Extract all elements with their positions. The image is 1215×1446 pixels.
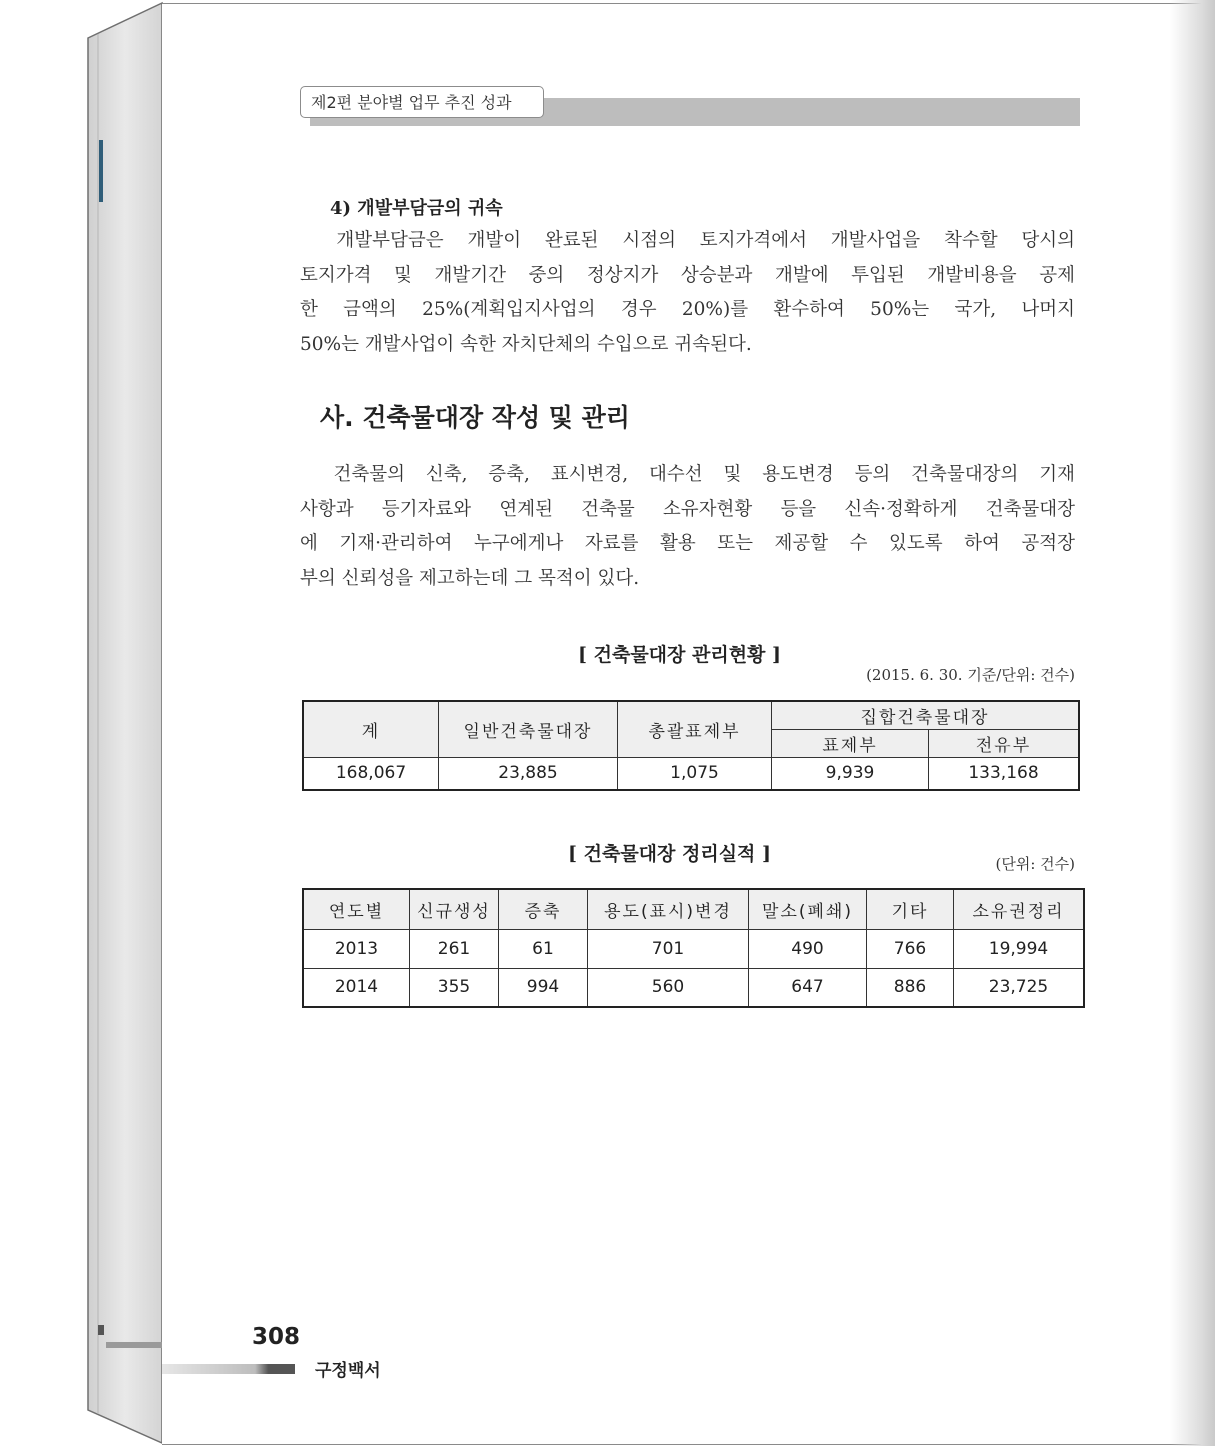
section-paragraph: [300, 458, 1075, 596]
header-summary-title: 총괄표제부: [618, 701, 772, 757]
paragraph-line: 건축물의 신축, 증축, 표시변경, 대수선 및 용도변경 등의 건축물대장의 기재: [300, 464, 1075, 485]
header-extension: 증축: [499, 889, 588, 929]
paragraph-line: 부의 신뢰성을 제고하는데 그 목적이 있다.: [300, 567, 640, 589]
table-cell: 61: [499, 929, 588, 968]
paragraph-line: 개발부담금은 개발이 완료된 시점의 토지가격에서 개발사업을 착수할 당시의: [300, 230, 1075, 251]
header-exclusive-part: 전유부: [929, 729, 1080, 757]
header-new: 신규생성: [410, 889, 499, 929]
header-other: 기타: [867, 889, 954, 929]
table-cell: 886: [867, 968, 954, 1007]
header-cancellation: 말소(폐쇄): [749, 889, 867, 929]
table-cell: 23,725: [954, 968, 1085, 1007]
subsection-paragraph: [300, 224, 1075, 362]
table-row: [303, 757, 1079, 790]
header-general-register: 일반건축물대장: [439, 701, 618, 757]
table1-title: [ 건축물대장 관리현황 ]: [578, 644, 782, 666]
footer-bar: [162, 1364, 295, 1374]
table-cell: 560: [588, 968, 749, 1007]
header-collective-register: 집합건축물대장: [772, 701, 1080, 729]
table-cell: 23,885: [439, 757, 618, 790]
table-cell: 994: [499, 968, 588, 1007]
paragraph-line: 한 금액의 25%(계획입지사업의 경우 20%)를 환수하여 50%는 국가, 나머지: [300, 299, 1075, 320]
table-cell: 701: [588, 929, 749, 968]
page-number: 308: [252, 1324, 301, 1350]
table-cell: 766: [867, 929, 954, 968]
paragraph-line: 50%는 개발사업이 속한 자치단체의 수입으로 귀속된다.: [300, 333, 752, 355]
table-cell: 261: [410, 929, 499, 968]
header-title-part: 표제부: [772, 729, 929, 757]
table-cell: 647: [749, 968, 867, 1007]
table2-title: [ 건축물대장 정리실적 ]: [568, 843, 772, 865]
header-use-change: 용도(표시)변경: [588, 889, 749, 929]
header-year: 연도별: [303, 889, 410, 929]
book-spine: [0, 0, 170, 1446]
table-cell: 490: [749, 929, 867, 968]
table-cell: 355: [410, 968, 499, 1007]
table2-unit: (단위: 건수): [995, 855, 1075, 873]
processing-results-table: [302, 888, 1085, 1008]
table-cell: 133,168: [929, 757, 1080, 790]
paragraph-line: 에 기재·관리하여 누구에게나 자료를 활용 또는 제공할 수 있도록 하여 공적장: [300, 533, 1075, 554]
table-cell: 2013: [303, 929, 410, 968]
header-total: 계: [303, 701, 439, 757]
table-cell: 2014: [303, 968, 410, 1007]
page-edge-shadow: [1170, 0, 1215, 1446]
section-title: 사. 건축물대장 작성 및 관리: [320, 403, 630, 432]
table-cell: 19,994: [954, 929, 1085, 968]
book-title: 구정백서: [315, 1361, 381, 1381]
table1-unit: (2015. 6. 30. 기준/단위: 건수): [866, 666, 1075, 684]
table-cell: 1,075: [618, 757, 772, 790]
management-status-table: [302, 700, 1080, 791]
table-cell: 9,939: [772, 757, 929, 790]
paragraph-line: 토지가격 및 개발기간 중의 정상지가 상승분과 개발에 투입된 개발비용을 공제: [300, 264, 1075, 286]
table-row: [303, 929, 1084, 968]
chapter-tab: 제2편 분야별 업무 추진 성과: [300, 86, 544, 118]
table-cell: 168,067: [303, 757, 439, 790]
header-ownership: 소유권정리: [954, 889, 1085, 929]
table-row: [303, 968, 1084, 1007]
paragraph-line: 사항과 등기자료와 연계된 건축물 소유자현황 등을 신속·정확하게 건축물대장: [300, 498, 1075, 520]
subsection-heading: 4) 개발부담금의 귀속: [330, 198, 503, 219]
